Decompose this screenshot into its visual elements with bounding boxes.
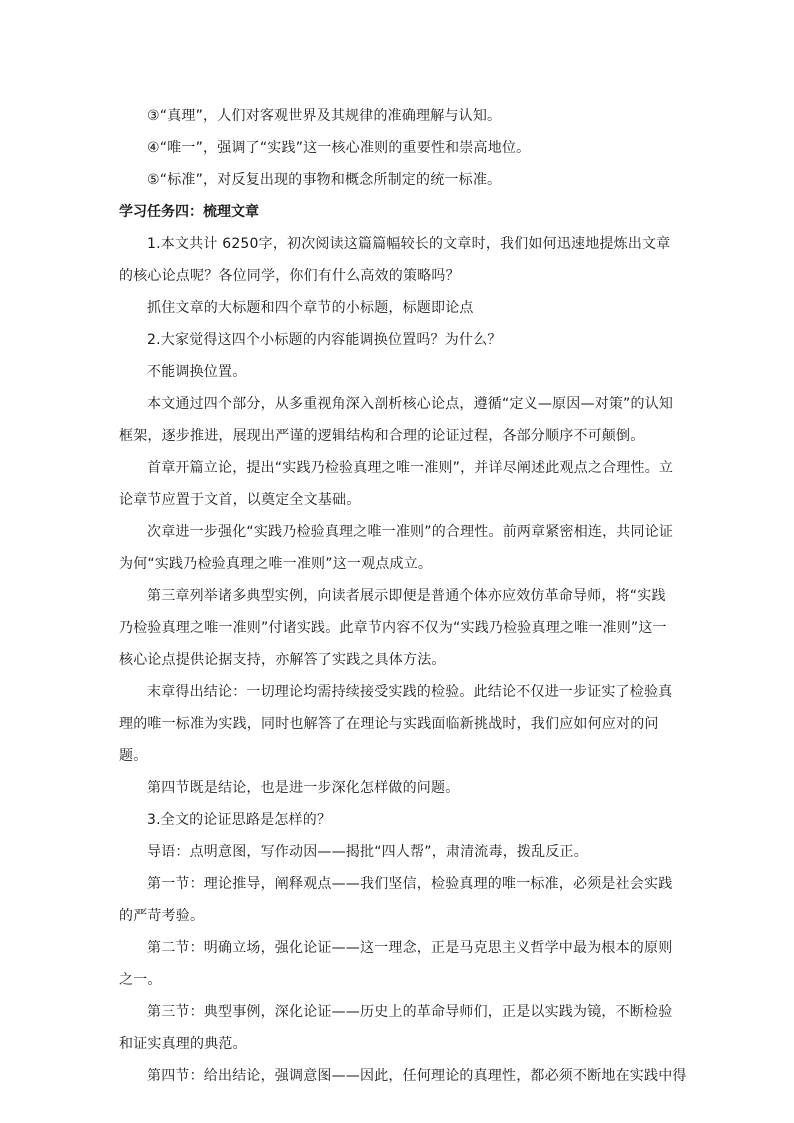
answer-2-chapter-2: 次章进一步强化“实践乃检验真理之唯一准则”的合理性。前两章紧密相连，共同论证为何“实践乃检验真理之唯一准则”这一观点成立。 [119,524,674,572]
answer-2-overview: 本文通过四个部分，从多重视角深入剖析核心论点，遵循“定义—原因—对策”的认知框架，逐步推进，展现出严谨的逻辑结构和合理的论证过程，各部分顺序不可颠倒。 [119,396,674,444]
answer-2-chapter-4: 末章得出结论：一切理论均需持续接受实践的检验。此结论不仅进一步证实了检验真理的唯一标准为实践，同时也解答了在理论与实践面临新挑战时，我们应如何应对的问题。 [119,684,673,764]
argument-intro: 导语：点明意图，写作动因——揭批“四人帮”，肃清流毒，拨乱反正。 [147,844,588,860]
answer-2-chapter-1: 首章开篇立论，提出“实践乃检验真理之唯一准则”，并详尽阐述此观点之合理性。立论章节应置于文首，以奠定全文基础。 [119,460,674,508]
paragraph-standard-definition: ⑤“标准”，对反复出现的事物和概念所制定的统一标准。 [147,172,502,188]
question-1: 1.本文共计 6250字，初次阅读这篇篇幅较长的文章时，我们如何迅速地提炼出文章的核心论点呢？各位同学，你们有什么高效的策略吗？ [119,236,671,284]
question-3: 3.全文的论证思路是怎样的？ [147,812,332,828]
question-2: 2.大家觉得这四个小标题的内容能调换位置吗？为什么？ [147,332,502,348]
answer-2-chapter-3: 第三章列举诸多典型实例，向读者展示即便是普通个体亦应效仿革命导师，将“实践乃检验真理之唯一准则”付诸实践。此章节内容不仅为“实践乃检验真理之唯一准则”这一核心论点提供论据支持，亦解答了实践之具体方法。 [119,588,667,668]
argument-section-3: 第三节：典型事例，深化论证——历史上的革命导师们，正是以实践为镜，不断检验和证实真理的典范。 [119,1004,673,1052]
document-body [119,100,687,1092]
argument-section-1: 第一节：理论推导，阐释观点——我们坚信，检验真理的唯一标准，必须是社会实践的严苛考验。 [119,876,673,924]
section-heading: 学习任务四：梳理文章 [119,204,259,220]
argument-section-2: 第二节：明确立场，强化论证——这一理念，正是马克思主义哲学中最为根本的原则之一。 [119,940,673,988]
argument-section-4: 第四节：给出结论，强调意图——因此，任何理论的真理性，都必须不断地在实践中得 [147,1068,687,1084]
paragraph-truth-definition: ③“真理”，人们对客观世界及其规律的准确理解与认知。 [147,108,502,124]
answer-2-conclusion: 第四节既是结论，也是进一步深化怎样做的问题。 [147,780,460,796]
answer-1: 抓住文章的大标题和四个章节的小标题，标题即论点 [147,300,474,316]
paragraph-unique-definition: ④“唯一”，强调了“实践”这一核心准则的重要性和崇高地位。 [147,140,531,156]
answer-2-summary: 不能调换位置。 [147,364,247,380]
